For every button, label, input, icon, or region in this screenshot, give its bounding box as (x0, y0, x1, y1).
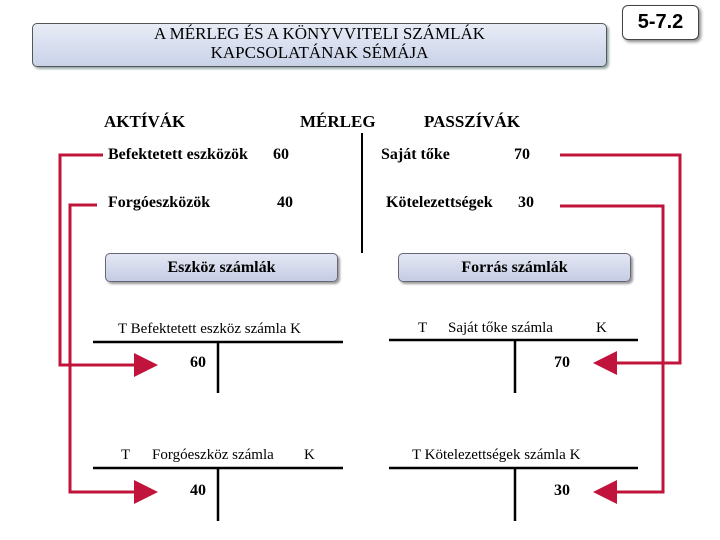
debit-label: T (412, 447, 421, 463)
connector-lines (60, 155, 680, 492)
t-account-lines (93, 340, 638, 521)
liability-item-name: Saját tőke (381, 146, 450, 163)
opening-balance: 30 (554, 482, 570, 499)
asset-item-name: Forgóeszközök (108, 194, 211, 211)
liability-item-name: Kötelezettségek (386, 194, 493, 211)
arrow-current-assets (70, 205, 155, 492)
slide-code: 5-7.2 (622, 5, 699, 40)
title-line-2: KAPCSOLATÁNAK SÉMÁJA (210, 43, 429, 62)
credit-label: K (304, 447, 315, 463)
assets-header: AKTÍVÁK (104, 112, 186, 131)
liability-item-value: 30 (518, 194, 534, 211)
account-name: Saját tőke számla (448, 320, 553, 336)
credit-label: K (290, 321, 302, 337)
arrow-liabilities (560, 206, 663, 492)
liabilities-header: PASSZÍVÁK (424, 112, 521, 131)
account-name: Befektetett eszköz számla (130, 321, 287, 337)
account-name: Kötelezettségek számla (424, 447, 566, 463)
opening-balance: 70 (554, 354, 570, 371)
asset-item-value: 40 (277, 194, 293, 211)
balance-header: MÉRLEG (300, 112, 376, 131)
credit-label: K (596, 320, 607, 336)
opening-balance: 40 (190, 482, 206, 499)
opening-balance: 60 (190, 354, 206, 371)
credit-label: K (569, 447, 581, 463)
asset-accounts-box: Eszköz számlák (105, 253, 338, 282)
debit-label: T (418, 320, 428, 336)
asset-item-value: 60 (273, 146, 289, 163)
liability-item-value: 70 (514, 146, 530, 163)
debit-label: T (118, 321, 127, 337)
arrow-fixed-assets (60, 155, 155, 365)
asset-item-name: Befektetett eszközök (108, 146, 248, 163)
source-accounts-box: Forrás számlák (398, 253, 631, 282)
title-line-1: A MÉRLEG ÉS A KÖNYVVITELI SZÁMLÁK (153, 24, 486, 43)
debit-label: T (121, 447, 131, 463)
account-name: Forgóeszköz számla (152, 447, 274, 463)
